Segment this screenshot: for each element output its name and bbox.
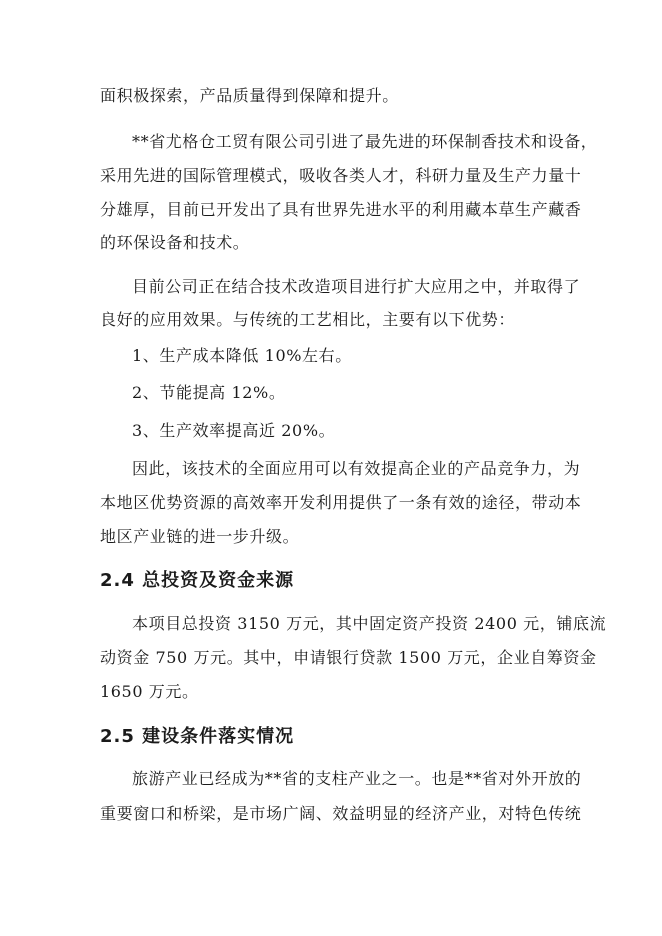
paragraph-line: 分雄厚，目前已开发出了具有世界先进水平的利用藏本草生产藏香 (100, 200, 582, 219)
paragraph-line: 本地区优势资源的高效率开发利用提供了一条有效的途径，带动本 (100, 493, 582, 512)
paragraph-line: 因此，该技术的全面应用可以有效提高企业的产品竞争力，为 (132, 459, 581, 478)
paragraph-line: 良好的应用效果。与传统的工艺相比，主要有以下优势： (100, 310, 516, 329)
paragraph-line: 1650 万元。 (100, 682, 199, 701)
paragraph-line: 本项目总投资 3150 万元，其中固定资产投资 2400 元，铺底流 (132, 614, 607, 633)
section-heading-2-4: 2.4 总投资及资金来源 (100, 570, 295, 591)
advantage-item: 1、生产成本降低 10%左右。 (132, 346, 352, 365)
paragraph-line: 的环保设备和技术。 (100, 233, 250, 252)
paragraph-line: 地区产业链的进一步升级。 (100, 527, 300, 546)
paragraph-line: 目前公司正在结合技术改造项目进行扩大应用之中，并取得了 (132, 277, 581, 296)
paragraph-line: 采用先进的国际管理模式，吸收各类人才，科研力量及生产力量十 (100, 166, 582, 185)
section-heading-2-5: 2.5 建设条件落实情况 (100, 726, 295, 747)
paragraph-line: **省尤格仓工贸有限公司引进了最先进的环保制香技术和设备， (132, 132, 598, 151)
paragraph-line: 动资金 750 万元。其中，申请银行贷款 1500 万元，企业自筹资金 (100, 648, 597, 667)
paragraph-line: 旅游产业已经成为**省的支柱产业之一。也是**省对外开放的 (132, 769, 582, 788)
paragraph-line: 面积极探索，产品质量得到保障和提升。 (100, 86, 399, 105)
paragraph-line: 重要窗口和桥梁，是市场广阔、效益明显的经济产业，对特色传统 (100, 804, 582, 823)
advantage-item: 3、生产效率提高近 20%。 (132, 421, 336, 440)
advantage-item: 2、节能提高 12%。 (132, 383, 286, 402)
